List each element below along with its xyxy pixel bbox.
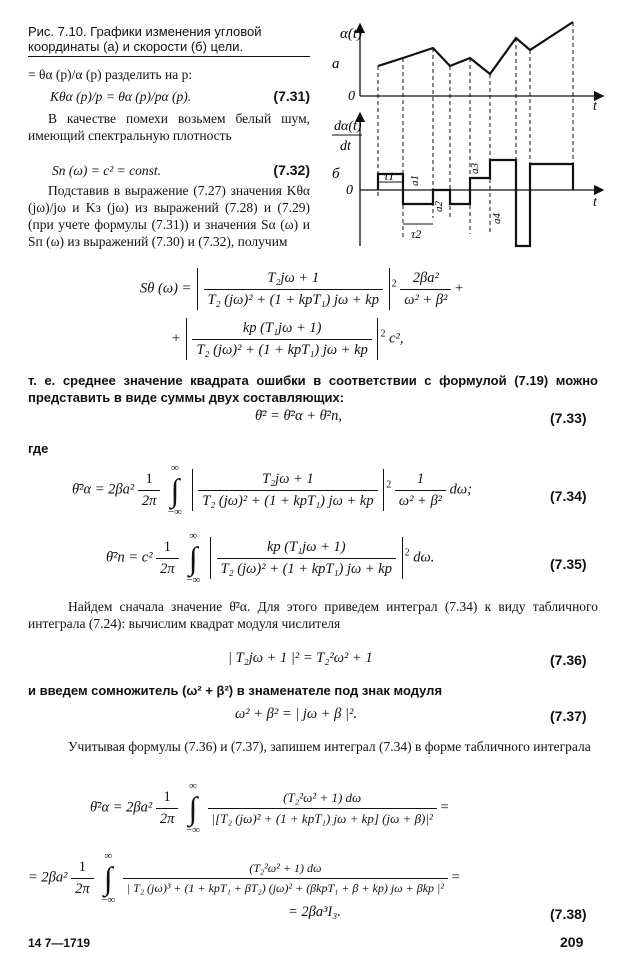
eq-s-theta-line1: Sθ (ω) = $\frac{\text{T₂jω + 1}}{\text{T₂ (jω)² + (1 + kpT₁) jω + kp}}$ $^2$ $\frac{\text{2βa²}}{\text{ω² + β²}}$ + (140, 268, 463, 310)
eq-7-36-number: (7.36) (550, 652, 587, 668)
alpha-trajectory (378, 22, 573, 74)
label-a2: a2 (433, 201, 445, 212)
paragraph-substitution: Подставив в выражение (7.27) значения Kθα (jω)/jω и Kз (jω) из выражений (7.28) и (7.29) (при учете формулы (7.31)) и значения Sα (ω) и Sп (ω) из выражений (7.30) и (7.32), получим (28, 183, 310, 249)
eq-7-37-number: (7.37) (550, 708, 587, 724)
bottom-ylabel-num: dα(t) (334, 119, 362, 134)
bottom-ylabel-den: dt (340, 139, 351, 154)
eq-7-34: θ̄²α = 2βa² $\frac{1}{2\pi}$ ∞ ∫ −∞ $\frac{\text{T₂jω + 1}}{\text{T₂ (jω)² + (1 + kpT₁) jω + kp}}$ $^2$ $\frac{1}{\text{ω² + β²}}$ dω; (72, 462, 472, 518)
eq-7-32-body: Sп (ω) = c² = const. (52, 163, 162, 178)
eq-7-31-number: (7.31) (273, 88, 310, 104)
eq-7-36: | T₂jω + 1 |² = T₂²ω² + 1 (228, 650, 373, 666)
line-continuation: = θα (p)/α (p) разделить на p: (28, 67, 193, 82)
eq-7-35-number: (7.35) (550, 556, 587, 572)
label-a1: a1 (409, 175, 421, 186)
bottom-t-label: t (593, 195, 597, 210)
label-a4: a4 (491, 213, 503, 224)
eq-7-37: ω² + β² = | jω + β |². (235, 706, 357, 722)
eq-7-33: θ̄² = θ̄²α + θ̄²п, (255, 408, 342, 424)
eq-7-33-number: (7.33) (550, 410, 587, 426)
top-t-label: t (593, 99, 597, 114)
eq-s-theta-line2: + $\frac{\text{kp (T₁jω + 1)}}{\text{T₂ (jω)² + (1 + kpT₁) jω + kp}}$ $^2$ c², (172, 318, 404, 360)
paragraph-first-value: Найдем сначала значение θ̄²α. Для этого приведем интеграл (7.34) к виду табличного интеграла (7.24): вычислим квадрат модуля числителя (28, 599, 598, 631)
page-number: 209 (560, 934, 584, 950)
where-word: где (28, 441, 49, 456)
eq-7-32-number: (7.32) (273, 162, 310, 178)
label-tau1: τ1 (384, 169, 395, 183)
eq-7-34-number: (7.34) (550, 488, 587, 504)
top-zero: 0 (348, 89, 355, 104)
eq-7-31-body: Kθα (p)/p = θα (p)/pα (p). (50, 89, 192, 104)
paragraph-table-integral: Учитывая формулы (7.36) и (7.37), запишем интеграл (7.34) в форме табличного интеграла (68, 739, 591, 754)
figure-caption: Рис. 7.10. Графики изменения угловой координаты (а) и скорости (б) цели. (28, 24, 262, 54)
paragraph-multiplier: и введем сомножитель (ω² + β²) в знаменателе под знак модуля (28, 683, 443, 698)
caption-rule (28, 56, 310, 57)
footer-signature: 14 7—1719 (28, 936, 91, 950)
eq-7-38-result: = 2βa³I₃. (288, 904, 341, 920)
eq-7-35: θ̄²п = c² $\frac{1}{2\pi}$ ∞ ∫ −∞ $\frac{\text{kp (T₁jω + 1)}}{\text{T₂ (jω)² + (1 + kpT₁) jω + kp}}$ $^2$ dω. (106, 530, 435, 586)
paragraph-mean-square: т. е. среднее значение квадрата ошибки в соответствии с формулой (7.19) можно представить в виде суммы двух составляющих: (28, 373, 598, 405)
bottom-zero: 0 (346, 183, 353, 198)
bottom-panel-label: б (332, 166, 340, 182)
top-panel-label: а (332, 56, 340, 72)
eq-7-38-line2: = 2βa² $\frac{1}{2\pi}$ ∞ ∫ −∞ (T₂²ω² + 1) dω | T₂ (jω)³ + (1 + kpT₁ + βT₂) (jω)² + (βkpT₁ + β + kp) jω + βkp |² = (28, 850, 460, 906)
paragraph-noise: В качестве помехи возьмем белый шум, имеющий спектральную плотность (28, 111, 310, 143)
label-tau2: τ2 (411, 227, 422, 241)
label-a3: a3 (469, 163, 481, 174)
top-ylabel: α(t) (340, 26, 363, 42)
eq-7-38-number: (7.38) (550, 906, 587, 922)
eq-7-32 (28, 162, 310, 179)
figure-graphs (318, 18, 610, 258)
eq-7-31 (28, 88, 310, 105)
eq-7-38-line1: θ̄²α = 2βa² $\frac{1}{2\pi}$ ∞ ∫ −∞ $\frac{\text{(T₂²ω² + 1) dω}}{\text{|[T₂ (jω)² + (1 + kpT₁) jω + kp] (jω + β)|²}}$ = (90, 780, 449, 836)
